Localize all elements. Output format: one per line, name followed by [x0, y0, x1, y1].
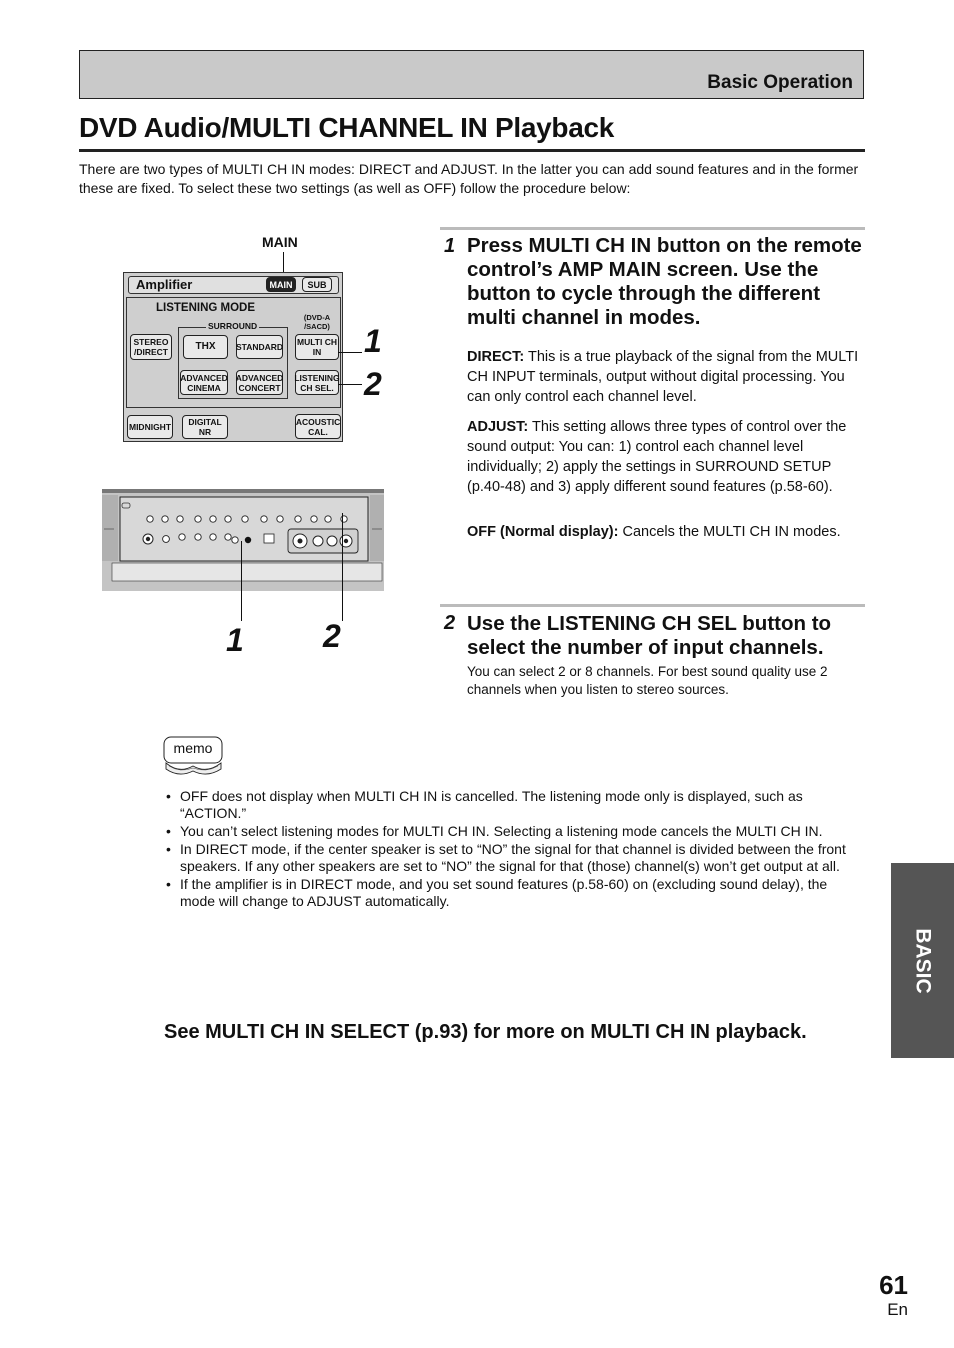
callout-line-1-panel — [241, 541, 242, 621]
section-header-bar — [79, 50, 864, 99]
section-label: Basic Operation — [707, 72, 853, 93]
adjust-term: ADJUST: — [467, 419, 529, 435]
dvda-note-line-2: /SACD) — [304, 322, 330, 331]
advanced-cinema-label-1: ADVANCED — [180, 372, 228, 383]
memo-item: • In DIRECT mode, if the center speaker is set to “NO” the signal for that channel is divided between the front speakers. If any other speakers are set to “NO” the signal for that (those) channel(s) won’t get output at all. — [164, 841, 866, 875]
memo-list — [164, 788, 866, 911]
callout-line-2-panel — [342, 513, 343, 621]
stereo-direct-label-1: STEREO — [133, 337, 169, 347]
step-1-item-adjust — [467, 417, 867, 497]
step-1-heading: Press MULTI CH IN button on the remote control’s AMP MAIN screen. Use the button to cycle through the different multi channel in modes. — [467, 234, 862, 329]
callout-2-panel: 2 — [323, 618, 341, 654]
main-callout-label: MAIN — [262, 234, 298, 250]
stereo-direct-button[interactable] — [130, 334, 172, 360]
surround-label: SURROUND — [208, 321, 258, 331]
listening-ch-sel-label-2: CH SEL. — [300, 382, 334, 393]
intro-paragraph: There are two types of MULTI CH IN modes: DIRECT and ADJUST. In the latter you can add sound features and in the former these are fixed. To select these two settings (as well as OFF) follow the procedure below: — [79, 161, 859, 196]
multi-ch-in-label-1: MULTI CH — [297, 337, 337, 347]
off-term: OFF (Normal display): — [467, 524, 619, 540]
see-also-note: See MULTI CH IN SELECT (p.93) for more on MULTI CH IN playback. — [164, 1021, 807, 1043]
advanced-concert-label-2: CONCERT — [238, 382, 281, 393]
step-2-text: You can select 2 or 8 channels. For best sound quality use 2 channels when you listen to stereo sources. — [467, 664, 828, 697]
off-text: Cancels the MULTI CH IN modes. — [618, 524, 841, 540]
direct-text: This is a true playback of the signal from the MULTI CH INPUT terminals, output without digital processing. You can only control each channel level. — [467, 349, 859, 405]
digital-nr-label-1: DIGITAL — [188, 417, 222, 427]
advanced-concert-button[interactable] — [236, 370, 283, 395]
memo-item: • You can’t select listening modes for MULTI CH IN. Selecting a listening mode cancels the MULTI CH IN. — [164, 823, 866, 840]
title-underline — [79, 149, 865, 152]
listening-ch-sel-label-1: LISTENING — [294, 372, 340, 383]
step-2-rule — [440, 604, 865, 607]
advanced-cinema-label-2: CINEMA — [187, 382, 221, 393]
callout-2-screen: 2 — [364, 366, 382, 402]
digital-nr-button[interactable] — [182, 415, 228, 439]
callout-line-1-screen — [338, 352, 362, 353]
step-1-item-off — [467, 522, 867, 542]
side-tab-basic[interactable] — [891, 863, 954, 1058]
step-1-item-direct — [467, 347, 867, 407]
multi-ch-in-button[interactable] — [295, 334, 339, 360]
callout-line-2-screen — [338, 384, 362, 385]
acoustic-cal-button[interactable] — [295, 414, 341, 439]
step-2-heading: Use the LISTENING CH SEL button to select the number of input channels. — [467, 612, 832, 659]
thx-button[interactable]: THX — [183, 335, 228, 359]
memo-item: • If the amplifier is in DIRECT mode, and you set sound features (p.58-60) on (excluding sound delay), the mode will change to ADJUST automatically. — [164, 876, 866, 910]
digital-nr-label-2: NR — [198, 427, 212, 437]
advanced-cinema-button[interactable] — [180, 370, 228, 395]
page-title: DVD Audio/MULTI CHANNEL IN Playback — [79, 112, 615, 143]
direct-term: DIRECT: — [467, 349, 525, 365]
acoustic-cal-label-1: ACOUSTIC — [295, 416, 341, 427]
memo-item: • OFF does not display when MULTI CH IN is cancelled. The listening mode only is displayed, such as “ACTION.” — [164, 788, 866, 822]
midnight-button[interactable]: MIDNIGHT — [127, 415, 173, 439]
step-1-number: 1 — [444, 235, 456, 257]
tab-main[interactable]: MAIN — [266, 277, 296, 292]
callout-1-screen: 1 — [364, 323, 382, 359]
side-tab-label: BASIC — [911, 927, 935, 994]
callout-1-panel: 1 — [226, 622, 244, 658]
advanced-concert-label-1: ADVANCED — [235, 372, 284, 383]
memo-label: memo — [173, 740, 213, 756]
listening-ch-sel-button[interactable] — [295, 370, 339, 395]
tab-sub[interactable]: SUB — [302, 277, 332, 292]
stereo-direct-label-2: /DIRECT — [133, 347, 168, 357]
side-tab-label-wrap — [891, 863, 954, 1058]
screen-title: Amplifier — [136, 277, 193, 292]
dvda-note-line-1: (DVD-A — [303, 313, 331, 322]
amp-main-screen — [123, 272, 343, 442]
page-number: 61 — [879, 1270, 908, 1300]
dvda-sacd-note — [297, 313, 337, 331]
standard-button[interactable]: STANDARD — [236, 335, 283, 359]
acoustic-cal-label-2: CAL. — [308, 426, 328, 437]
step-2-number: 2 — [444, 612, 456, 634]
page-language: En — [887, 1300, 908, 1319]
multi-ch-in-label-2: IN — [312, 347, 322, 357]
adjust-text: This setting allows three types of control over the sound output: You can: 1) control each channel level individually; 2) apply the settings in SURROUND SETUP (p.40-48) and 3) apply different sound features (p.58-60). — [467, 419, 847, 495]
step-1-rule — [440, 227, 865, 230]
listening-mode-label: LISTENING MODE — [156, 302, 256, 314]
